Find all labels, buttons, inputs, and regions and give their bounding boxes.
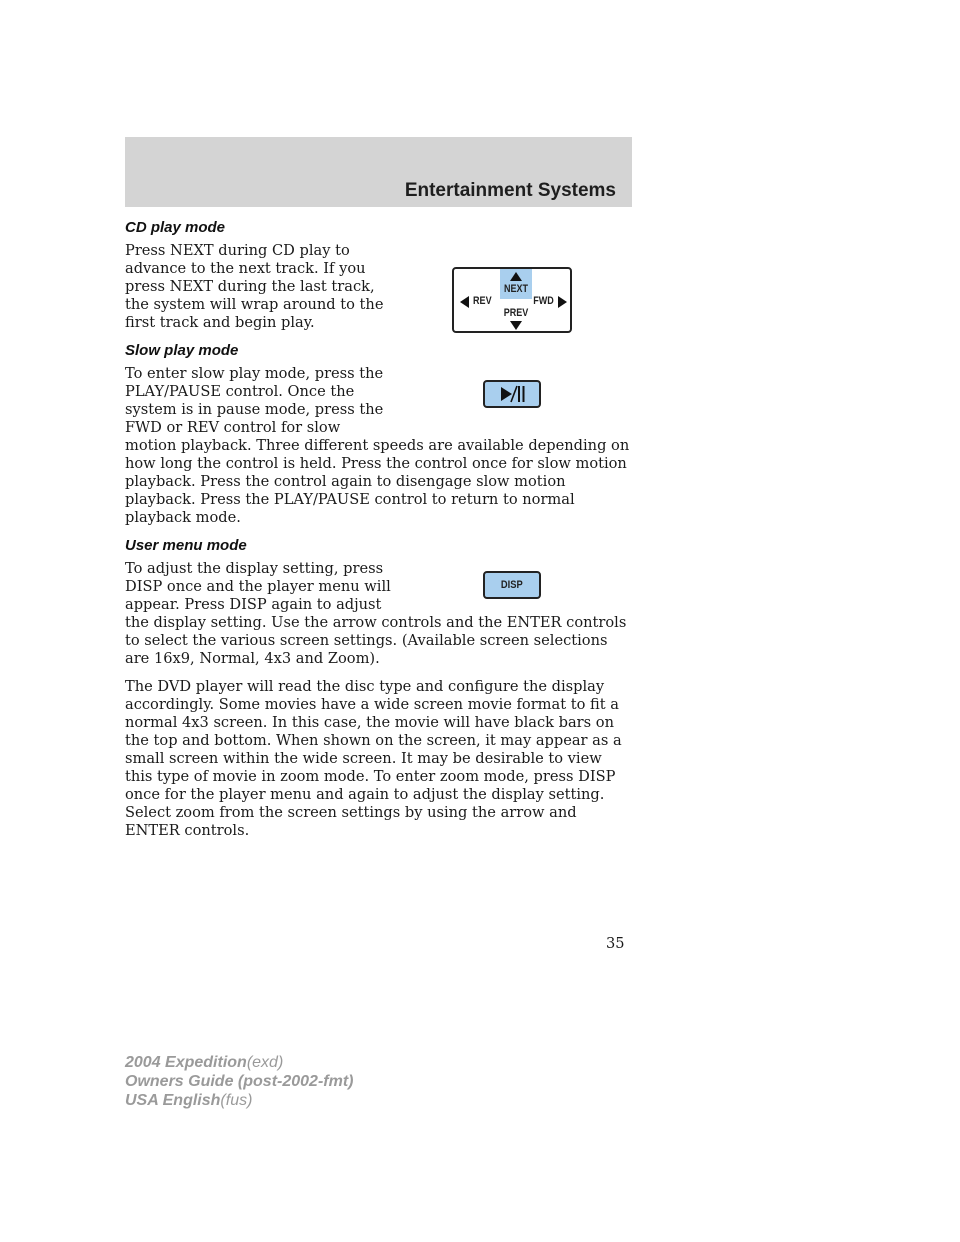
footer-guide: Owners Guide (post-2002-fmt) bbox=[125, 1073, 354, 1090]
section-heading-slow-play: Slow play mode bbox=[125, 342, 239, 359]
section-heading-cd-play: CD play mode bbox=[125, 219, 226, 236]
footer bbox=[125, 1053, 353, 1110]
footer-language-code: (fus) bbox=[220, 1092, 253, 1109]
disp-label: DISP bbox=[501, 579, 523, 591]
paragraph-slow-play: To enter slow play mode, press the PLAY/PAUSE control. Once the system is in pause mode, press the FWD or REV control for slow motion playback. Three different speeds are available depending on how long the control is held. Press the control once for slow motion playback. Press the control again to disengage slow motion playback. Press the PLAY/PAUSE control to return to normal playback mode. bbox=[125, 365, 630, 526]
arrow-down-icon bbox=[510, 321, 522, 330]
arrow-left-icon bbox=[460, 296, 469, 308]
fwd-label: FWD bbox=[533, 295, 554, 307]
footer-model: 2004 Expedition bbox=[125, 1054, 247, 1071]
nav-control-figure bbox=[392, 267, 632, 339]
page-number: 35 bbox=[606, 935, 625, 952]
paragraph-cd-play: Press NEXT during CD play to advance to the next track. If you press NEXT during the last track, the system will wrap around to the first track and begin play. bbox=[125, 242, 384, 331]
play-pause-button-diagram bbox=[483, 380, 541, 408]
prev-label: PREV bbox=[503, 307, 529, 319]
disp-figure bbox=[392, 571, 632, 611]
next-label: NEXT bbox=[503, 283, 529, 295]
page-section-title: Entertainment Systems bbox=[404, 180, 616, 201]
footer-model-code: (exd) bbox=[246, 1054, 284, 1071]
play-pause-icon bbox=[485, 382, 539, 406]
footer-language: USA English bbox=[125, 1092, 221, 1109]
page-content bbox=[125, 219, 632, 850]
disp-button-diagram bbox=[483, 571, 541, 599]
paragraph-user-menu-1: To adjust the display setting, press DISP once and the player menu will appear. Press DISP again to adjust the display setting. Use the arrow controls and the ENTER controls to select the various screen settings. (Available screen selections are 16x9, Normal, 4x3 and Zoom). bbox=[125, 560, 627, 667]
paragraph-user-menu-2: The DVD player will read the disc type and configure the display accordingly. Some movies have a wide screen movie format to fit a normal 4x3 screen. In this case, the movie will have black bars on the top and bottom. When shown on the screen, it may appear as a small screen within the wide screen. It may be desirable to view this type of movie in zoom mode. To enter zoom mode, press DISP once for the player menu and again to adjust the display setting. Select zoom from the screen settings by using the arrow and ENTER controls. bbox=[125, 678, 622, 839]
arrow-right-icon bbox=[558, 296, 567, 308]
section-heading-user-menu: User menu mode bbox=[125, 537, 247, 554]
arrow-up-icon bbox=[510, 272, 522, 281]
rev-label: REV bbox=[473, 295, 492, 307]
play-pause-figure bbox=[392, 380, 632, 420]
nav-control-diagram bbox=[452, 267, 572, 333]
header-band bbox=[125, 137, 632, 207]
